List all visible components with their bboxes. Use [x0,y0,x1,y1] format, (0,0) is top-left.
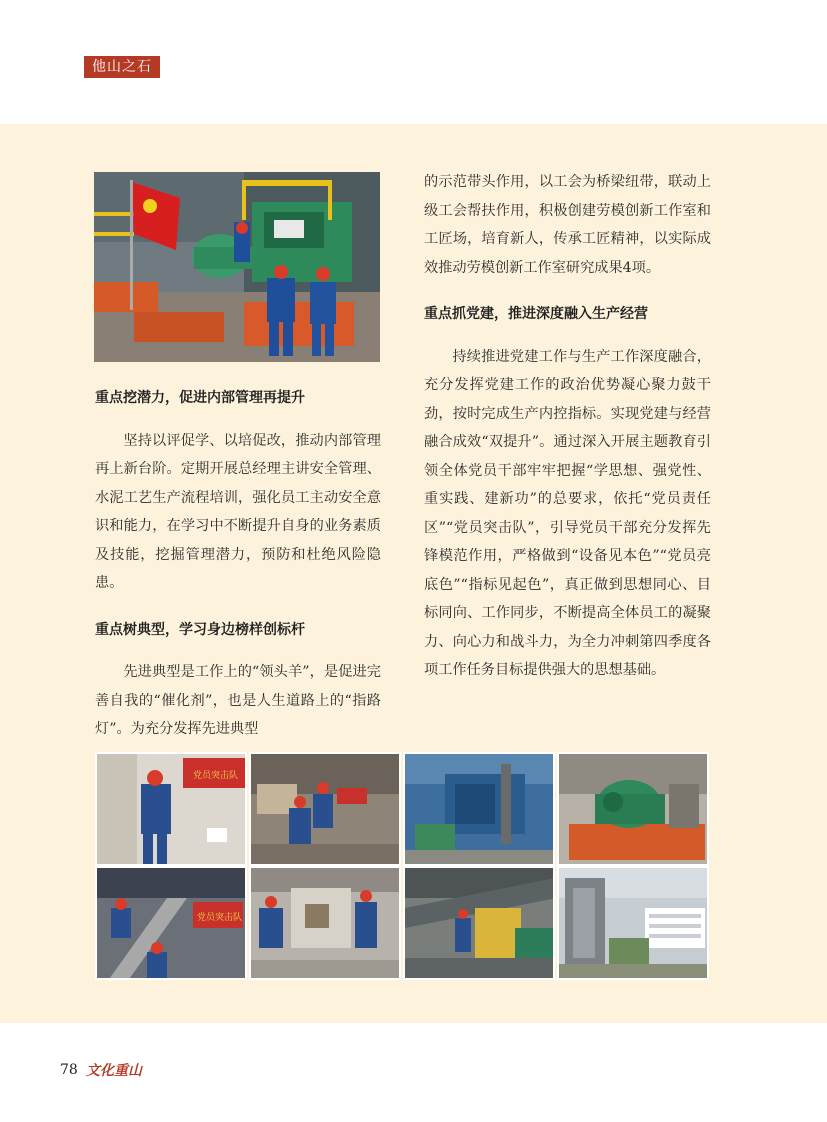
photo-grid-5 [95,866,247,980]
photo-grid-1 [95,752,247,866]
photo-grid-6 [249,866,401,980]
section-tag: 他山之石 [84,56,160,78]
photo-grid-8 [557,866,709,980]
paragraph: 先进典型是工作上的“领头羊”，是促进完善自我的“催化剂”，也是人生道路上的“指路灯”。为充分发挥先进典型 [95,664,381,737]
paragraph: 的示范带头作用，以工会为桥梁纽带，联动上级工会帮扶作用，积极创建劳模创新工作室和工匠场，培育新人，传承工匠精神，以实际成效推动劳模创新工作室研究成果4项。 [424,174,711,276]
photo-grid-4 [557,752,709,866]
paragraph: 持续推进党建工作与生产工作深度融合，充分发挥党建工作的政治优势凝心聚力鼓干劲，按时完成生产内控指标。实现党建与经营融合成效“双提升”。通过深入开展主题教育引领全体党员干部牢牢把握“学思想、强党性、重实践、建新功”的总要求，依托“党员责任区”“党员突击队”，引导党员干部充分发挥先锋模范作用，严格做到“设备见本色”“党员亮底色”“指标见起色”，真正做到思想同心、目标同向、工作同步，不断提高全体员工的凝聚力、向心力和战斗力，为全力冲刺第四季度各项工作任务目标提供强大的思想基础。 [424,348,711,678]
page-number: 78 [60,1062,78,1078]
banner-text: 党员突击队 [197,913,243,923]
magazine-logo: 文化重山 [86,1063,142,1079]
photo-grid-7 [403,866,555,980]
photo-grid-2 [249,752,401,866]
paragraph: 坚持以评促学、以培促改，推动内部管理再上新台阶。定期开展总经理主讲安全管理、水泥工艺生产流程培训，强化员工主动安全意识和能力，在学习中不断提升自身的业务素质及技能，挖掘管理潜力，预防和杜绝风险隐患。 [95,432,381,591]
left-column [95,384,381,744]
right-column [424,168,711,685]
section-heading: 重点挖潜力，促进内部管理再提升 [95,390,305,406]
section-heading: 重点抓党建，推进深度融入生产经营 [424,306,648,322]
photo-grid-3 [403,752,555,866]
section-heading: 重点树典型，学习身边榜样创标杆 [95,621,305,638]
main-photo [94,172,380,362]
banner-text: 党员突击队 [193,771,239,781]
